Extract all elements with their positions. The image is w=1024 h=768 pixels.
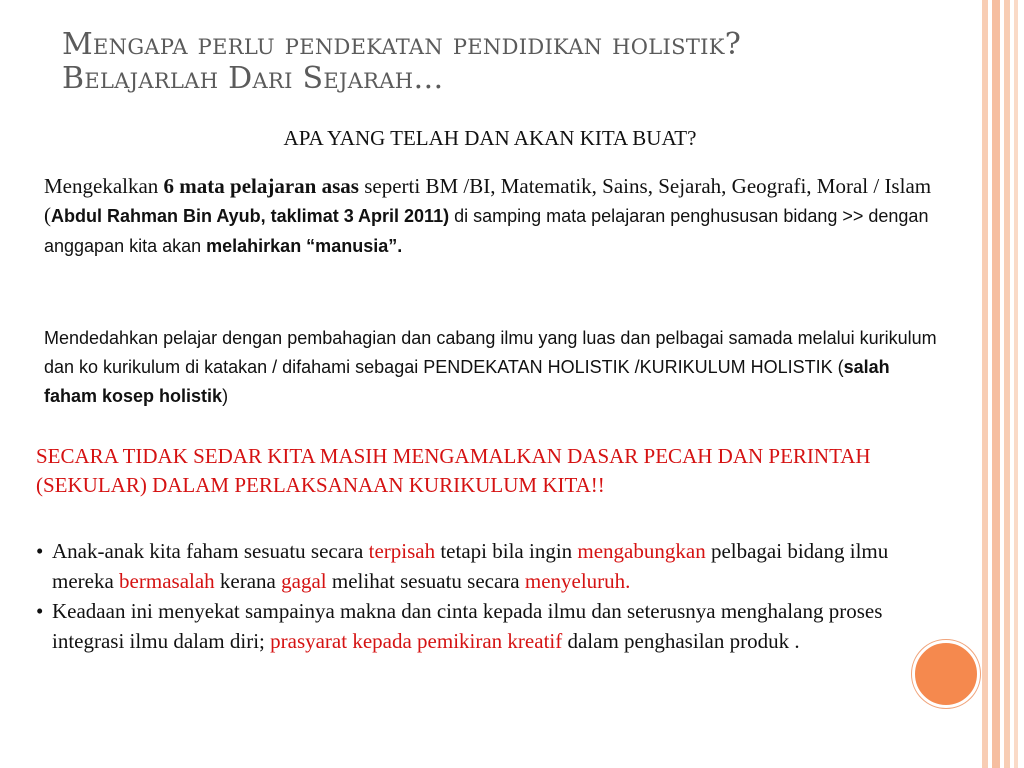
para2-bold-1: salah faham kosep holistik bbox=[44, 357, 890, 406]
bullet1-red-4: gagal bbox=[281, 569, 327, 593]
paragraph-2 bbox=[44, 324, 944, 411]
para1-bold-2: Abdul Rahman Bin Ayub, taklimat 3 April 2011) bbox=[51, 206, 450, 226]
stripe bbox=[1004, 0, 1010, 768]
bullet-list bbox=[36, 536, 916, 656]
slide-subtitle: APA YANG TELAH DAN AKAN KITA BUAT? bbox=[283, 126, 697, 150]
bullet2-text-b: dalam penghasilan produk . bbox=[562, 629, 800, 653]
bullet2-red-1: prasyarat kepada pemikiran kreatif bbox=[270, 629, 563, 653]
stripe bbox=[1014, 0, 1018, 768]
bullet-dot: • bbox=[36, 539, 44, 563]
warning-text: SECARA TIDAK SEDAR KITA MASIH MENGAMALKAN DASAR PECAH DAN PERINTAH (SEKULAR) DALAM PERLAKSANAAN KURIKULUM KITA!! bbox=[36, 444, 871, 497]
bullet1-red-2: mengabungkan bbox=[577, 539, 706, 563]
bullet-dot: • bbox=[36, 599, 44, 623]
title-line-1: Mengapa perlu pendekatan pendidikan holistik? bbox=[62, 27, 742, 62]
decorative-orange-circle bbox=[912, 640, 980, 708]
bullet-item-1 bbox=[36, 536, 916, 596]
bullet1-text-d: kerana bbox=[214, 569, 282, 593]
bullet1-red-1: terpisah bbox=[368, 539, 436, 563]
para1-text-1: Mengekalkan bbox=[44, 174, 164, 198]
bullet-item-2 bbox=[36, 596, 916, 656]
bullet1-text-e: melihat sesuatu secara bbox=[326, 569, 525, 593]
para2-text-2: ) bbox=[222, 386, 229, 406]
para1-text-3: di samping mata pelajaran penghususan bidang >> dengan anggapan kita akan bbox=[44, 206, 929, 256]
decorative-stripes bbox=[980, 0, 1024, 768]
para1-bold-1: 6 mata pelajaran asas bbox=[163, 174, 359, 198]
bullet1-red-3: bermasalah bbox=[119, 569, 215, 593]
bullet1-text-a: Anak-anak kita faham sesuatu secara bbox=[52, 539, 369, 563]
para2-text-1: Mendedahkan pelajar dengan pembahagian dan cabang ilmu yang luas dan pelbagai samada melalui kurikulum dan ko kurikulum di katakan / difahami sebagai PENDEKATAN HOLISTIK /KURIKULUM HOLISTIK ( bbox=[44, 328, 937, 377]
paragraph-1 bbox=[44, 172, 944, 261]
para1-text-2: seperti BM /BI, Matematik, Sains, Sejarah, Geografi, Moral / Islam ( bbox=[44, 174, 932, 227]
stripe bbox=[982, 0, 988, 768]
para1-bold-3: melahirkan “manusia”. bbox=[206, 236, 403, 256]
title-line-2: Belajarlah Dari Sejarah… bbox=[62, 61, 444, 96]
bullet1-text-b: tetapi bila ingin bbox=[435, 539, 578, 563]
bullet1-red-5: menyeluruh. bbox=[524, 569, 631, 593]
bullet1-text-c: pelbagai bidang ilmu mereka bbox=[52, 539, 889, 593]
stripe bbox=[992, 0, 1000, 768]
slide-title bbox=[62, 28, 922, 96]
bullet2-text-a: Keadaan ini menyekat sampainya makna dan cinta kepada ilmu dan seterusnya menghalang proses integrasi ilmu dalam diri; bbox=[52, 599, 883, 653]
